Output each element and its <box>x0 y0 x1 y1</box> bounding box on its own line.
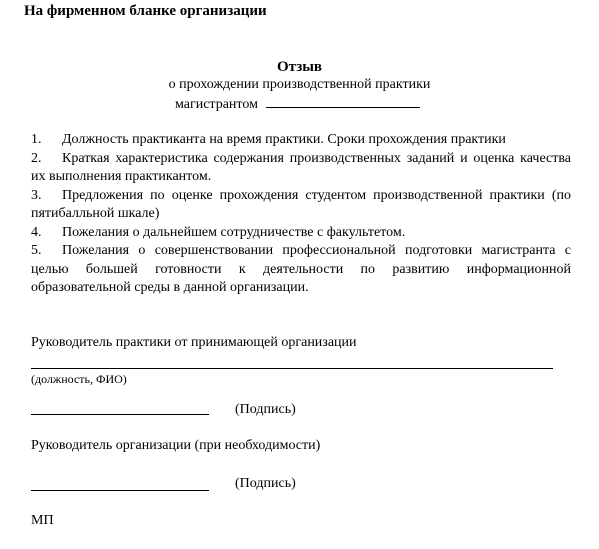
item-text: Краткая характеристика содержания производственных заданий и оценка качества их выполнения практикантом. <box>31 150 571 184</box>
student-line <box>175 95 420 113</box>
signature-blank-line-2 <box>31 490 209 491</box>
practice-head-label: Руководитель практики от принимающей организации <box>31 335 357 350</box>
item-number: 3. <box>31 187 42 203</box>
signature-blank-line-1 <box>31 414 209 415</box>
list-item <box>31 150 571 187</box>
document-title: Отзыв <box>276 59 323 75</box>
item-number: 2. <box>31 150 42 166</box>
review-items-list <box>31 131 571 298</box>
item-number: 4. <box>31 224 42 240</box>
letterhead-note: На фирменном бланке организации <box>24 3 267 19</box>
item-text: Предложения по оценке прохождения студентом производственной практики (по пятибалльной шкале) <box>31 187 571 221</box>
position-name-note: (должность, ФИО) <box>31 372 127 386</box>
list-item <box>31 131 571 150</box>
stamp-placeholder: МП <box>31 513 54 528</box>
practice-head-blank-line <box>31 368 553 369</box>
list-item <box>31 224 571 243</box>
item-text: Пожелания о совершенствовании профессиональной подготовки магистранта с целью большей готовности к деятельности по развитию информационной образовательной среды в данной организации. <box>31 243 571 295</box>
item-text: Пожелания о дальнейшем сотрудничестве с факультетом. <box>62 224 406 240</box>
document-subtitle: о прохождении производственной практики <box>168 77 431 92</box>
signature-caption-2: (Подпись) <box>235 476 296 491</box>
student-name-blank <box>266 95 420 108</box>
item-number: 1. <box>31 132 42 147</box>
org-head-label: Руководитель организации (при необходимости) <box>31 438 321 453</box>
list-item <box>31 187 571 224</box>
item-text: Должность практиканта на время практики. Сроки прохождения практики <box>62 132 506 147</box>
signature-caption-1: (Подпись) <box>235 402 296 417</box>
item-number: 5. <box>31 243 42 258</box>
list-item <box>31 242 571 298</box>
student-label: магистрантом <box>175 97 258 112</box>
